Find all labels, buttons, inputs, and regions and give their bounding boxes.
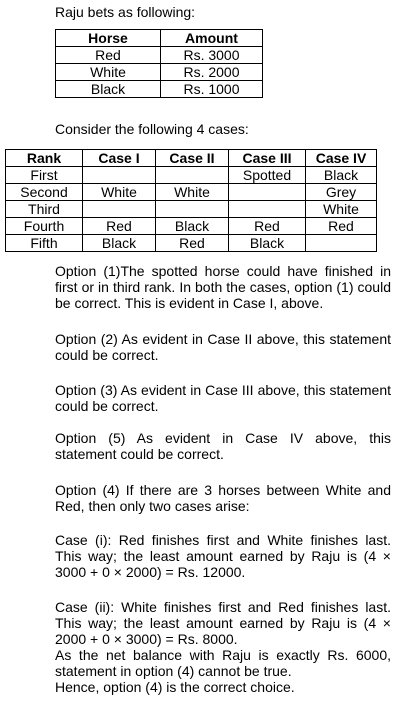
option-3-text: Option (3) As evident in Case III above, this statement could be correct.	[55, 382, 391, 414]
cases-cell	[229, 201, 306, 218]
table-row	[56, 81, 263, 98]
bets-table	[55, 29, 263, 98]
bets-header-horse: Horse	[56, 30, 161, 47]
cases-table	[5, 149, 377, 252]
cases-cell: Grey	[306, 184, 377, 201]
cases-cell: First	[6, 167, 83, 184]
cases-cell	[306, 235, 377, 252]
cases-cell: Fifth	[6, 235, 83, 252]
cases-cell: White	[83, 184, 156, 201]
option-4-text: Option (4) If there are 3 horses between White and Red, then only two cases arise:	[55, 482, 391, 514]
cases-cell	[156, 201, 229, 218]
cases-intro-text: Consider the following 4 cases:	[55, 121, 249, 137]
cases-header-case-2: Case II	[156, 150, 229, 167]
table-row	[6, 167, 377, 184]
net-balance-text: As the net balance with Raju is exactly Rs. 6000, statement in option (4) cannot be true.	[55, 647, 391, 679]
table-row	[6, 218, 377, 235]
cases-cell: Black	[229, 235, 306, 252]
bets-cell: Red	[56, 47, 161, 64]
case-ii-text: Case (ii): White finishes first and Red finishes last. This way; the least amount earned by Raju is (4 × 2000 + 0 × 3000) = Rs. 8000.	[55, 599, 391, 647]
cases-cell: Black	[306, 167, 377, 184]
cases-cell: White	[306, 201, 377, 218]
conclusion-text: Hence, option (4) is the correct choice.	[55, 679, 295, 695]
table-row	[56, 47, 263, 64]
cases-cell: Red	[83, 218, 156, 235]
cases-cell	[83, 167, 156, 184]
cases-cell: Red	[229, 218, 306, 235]
bets-cell: Rs. 3000	[161, 47, 263, 64]
cases-cell: Fourth	[6, 218, 83, 235]
cases-header-case-3: Case III	[229, 150, 306, 167]
intro-text: Raju bets as following:	[55, 4, 196, 20]
cases-header-case-1: Case I	[83, 150, 156, 167]
table-row	[56, 64, 263, 81]
cases-cell: Spotted	[229, 167, 306, 184]
cases-cell: Black	[156, 218, 229, 235]
cases-cell	[229, 184, 306, 201]
cases-cell	[156, 167, 229, 184]
cases-cell: Second	[6, 184, 83, 201]
bets-cell: Rs. 1000	[161, 81, 263, 98]
cases-cell: Red	[306, 218, 377, 235]
option-5-text: Option (5) As evident in Case IV above, this statement could be correct.	[55, 430, 391, 462]
case-ii-block	[55, 599, 391, 695]
cases-cell	[83, 201, 156, 218]
table-row	[6, 184, 377, 201]
option-2-text: Option (2) As evident in Case II above, this statement could be correct.	[55, 331, 391, 363]
bets-header-amount: Amount	[161, 30, 263, 47]
table-row	[6, 235, 377, 252]
bets-cell: White	[56, 64, 161, 81]
cases-cell: Black	[83, 235, 156, 252]
bets-cell: Black	[56, 81, 161, 98]
cases-cell: White	[156, 184, 229, 201]
table-row	[6, 201, 377, 218]
cases-header-rank: Rank	[6, 150, 83, 167]
cases-cell: Red	[156, 235, 229, 252]
bets-cell: Rs. 2000	[161, 64, 263, 81]
cases-header-case-4: Case IV	[306, 150, 377, 167]
cases-header-row	[6, 150, 377, 167]
cases-cell: Third	[6, 201, 83, 218]
case-i-text: Case (i): Red finishes first and White finishes last. This way; the least amount earned by Raju is (4 × 3000 + 0 × 2000) = Rs. 12000.	[55, 532, 391, 580]
option-1-text: Option (1)The spotted horse could have finished in first or in third rank. In both the cases, option (1) could be correct. This is evident in Case I, above.	[55, 263, 391, 311]
bets-header-row	[56, 30, 263, 47]
